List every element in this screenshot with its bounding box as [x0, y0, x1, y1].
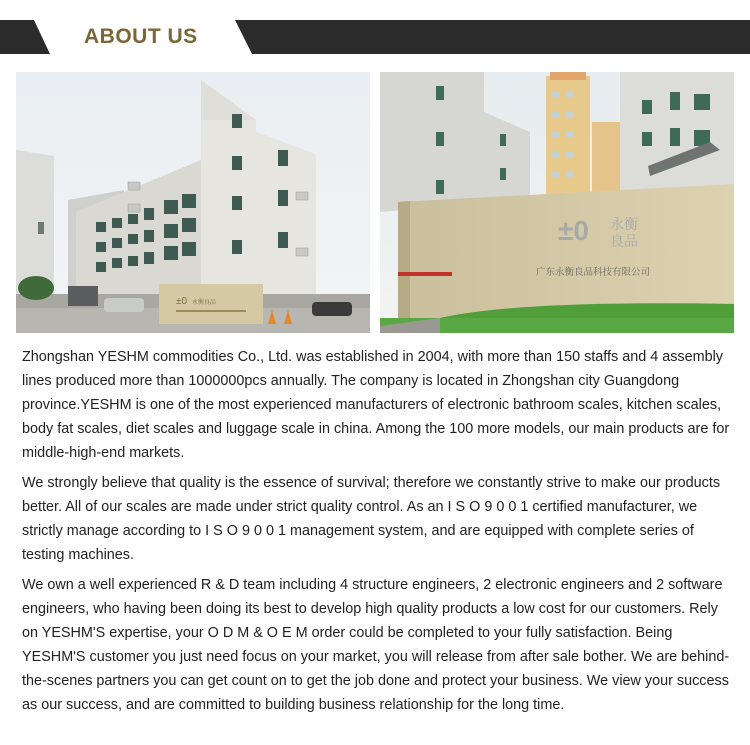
sign-logo: ±0: [558, 215, 589, 246]
sign-brand-small: 永衡良品: [192, 300, 217, 306]
company-sign-photo: [380, 72, 734, 333]
paragraph-company-intro: Zhongshan YESHM commodities Co., Ltd. was established in 2004, with more than 150 staffs and 4 assembly lines produced more than 1000000pcs annually. The company is located in Zhongshan city Guangdong province.YESHM is one of the most experienced manufacturers of electronic bathroom scales, kitchen scales, body fat scales, diet scales and luggage scale in china. Among the 100 more models, our main products are for middle-high-end markets.: [22, 349, 730, 461]
section-header-banner: [0, 20, 750, 54]
paragraph-quality: We strongly believe that quality is the essence of survival; therefore we constantly strive to make our products better. All of our scales are made under strict quality control. As an I S O 9 0 0 1 certified manufacturer, we strictly manage according to I S O 9 0 0 1 management system, and are equipped with complete series of testing machines.: [22, 475, 721, 563]
sign-logo-small: ±0: [176, 296, 188, 307]
factory-building-photo: [16, 72, 370, 333]
section-title: ABOUT US: [84, 25, 198, 48]
sign-brand-bottom: 良品: [610, 233, 638, 249]
sign-brand-top: 永衡: [610, 216, 638, 232]
paragraph-rd-team: We own a well experienced R & D team including 4 structure engineers, 2 electronic engineers and 2 software engineers, who having been doing its best to develop high quality products a low cost for our customers. Rely on YESHM'S expertise, your O D M & O E M order could be completed to your fully satisfaction. Being YESHM'S customer you just need focus on your market, you will release from after sale bother. We are behind-the-scenes partners you can get count on to get the job done and protect your business. We view your success as our success, and are committed to building business relationship for the long time.: [22, 577, 730, 713]
about-us-body: [22, 345, 734, 723]
sign-company-name: 广东永衡良品科技有限公司: [536, 267, 651, 278]
